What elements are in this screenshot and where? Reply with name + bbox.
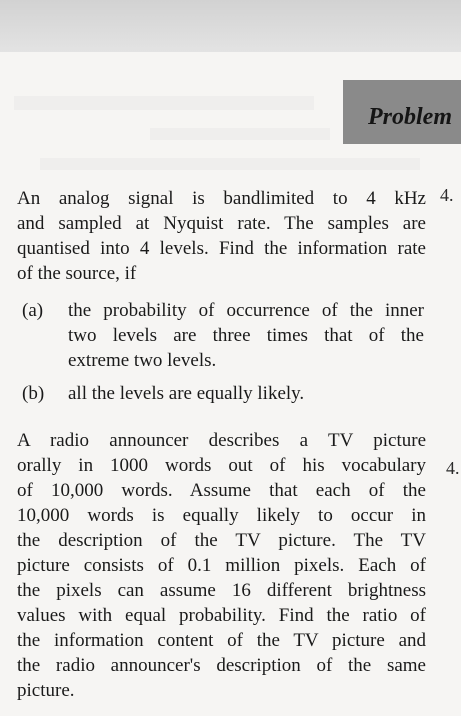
question-number-1: 4. (440, 185, 454, 205)
option-line: the probability of occurrence of the inner (68, 300, 424, 321)
question-2-line: picture. (17, 680, 75, 701)
question-2-line: the description of the TV picture. The TV (17, 530, 426, 551)
option-line: two levels are three times that of the (68, 325, 424, 346)
show-through-1 (14, 96, 314, 110)
question-2-line: the radio announcer's description of the same (17, 655, 426, 676)
top-margin-strip (0, 0, 461, 52)
question-1-text (17, 186, 426, 286)
option-label: (b) (22, 383, 45, 404)
question-1-line: quantised into 4 levels. Find the information rate (17, 238, 426, 259)
question-2-line: values with equal probability. Find the ratio of (17, 605, 426, 626)
option-line: all the levels are equally likely. (68, 383, 305, 404)
option-label: (a) (22, 300, 44, 321)
question-2-line: the information content of the TV picture and (17, 630, 426, 651)
section-banner-title: Problem (368, 104, 452, 130)
question-1-line: and sampled at Nyquist rate. The samples are (17, 213, 426, 234)
question-2-line: the pixels can assume 16 different brightness (17, 580, 426, 601)
show-through-2 (150, 128, 330, 140)
question-2-text (17, 428, 426, 703)
question-number-2: 4. (446, 458, 460, 478)
option-body (68, 381, 424, 406)
question-2-line: 10,000 words is equally likely to occur in (17, 505, 426, 526)
question-2-line: orally in 1000 words out of his vocabulary (17, 455, 426, 476)
option-body (68, 298, 424, 373)
question-2-line: of 10,000 words. Assume that each of the (17, 480, 426, 501)
question-2-line: picture consists of 0.1 million pixels. Each of (17, 555, 426, 576)
question-1-line: An analog signal is bandlimited to 4 kHz (17, 188, 426, 209)
show-through-3 (40, 158, 420, 170)
question-1-line: of the source, if (17, 263, 137, 284)
question-2-line: A radio announcer describes a TV picture (17, 430, 426, 451)
option-line: extreme two levels. (68, 350, 217, 371)
